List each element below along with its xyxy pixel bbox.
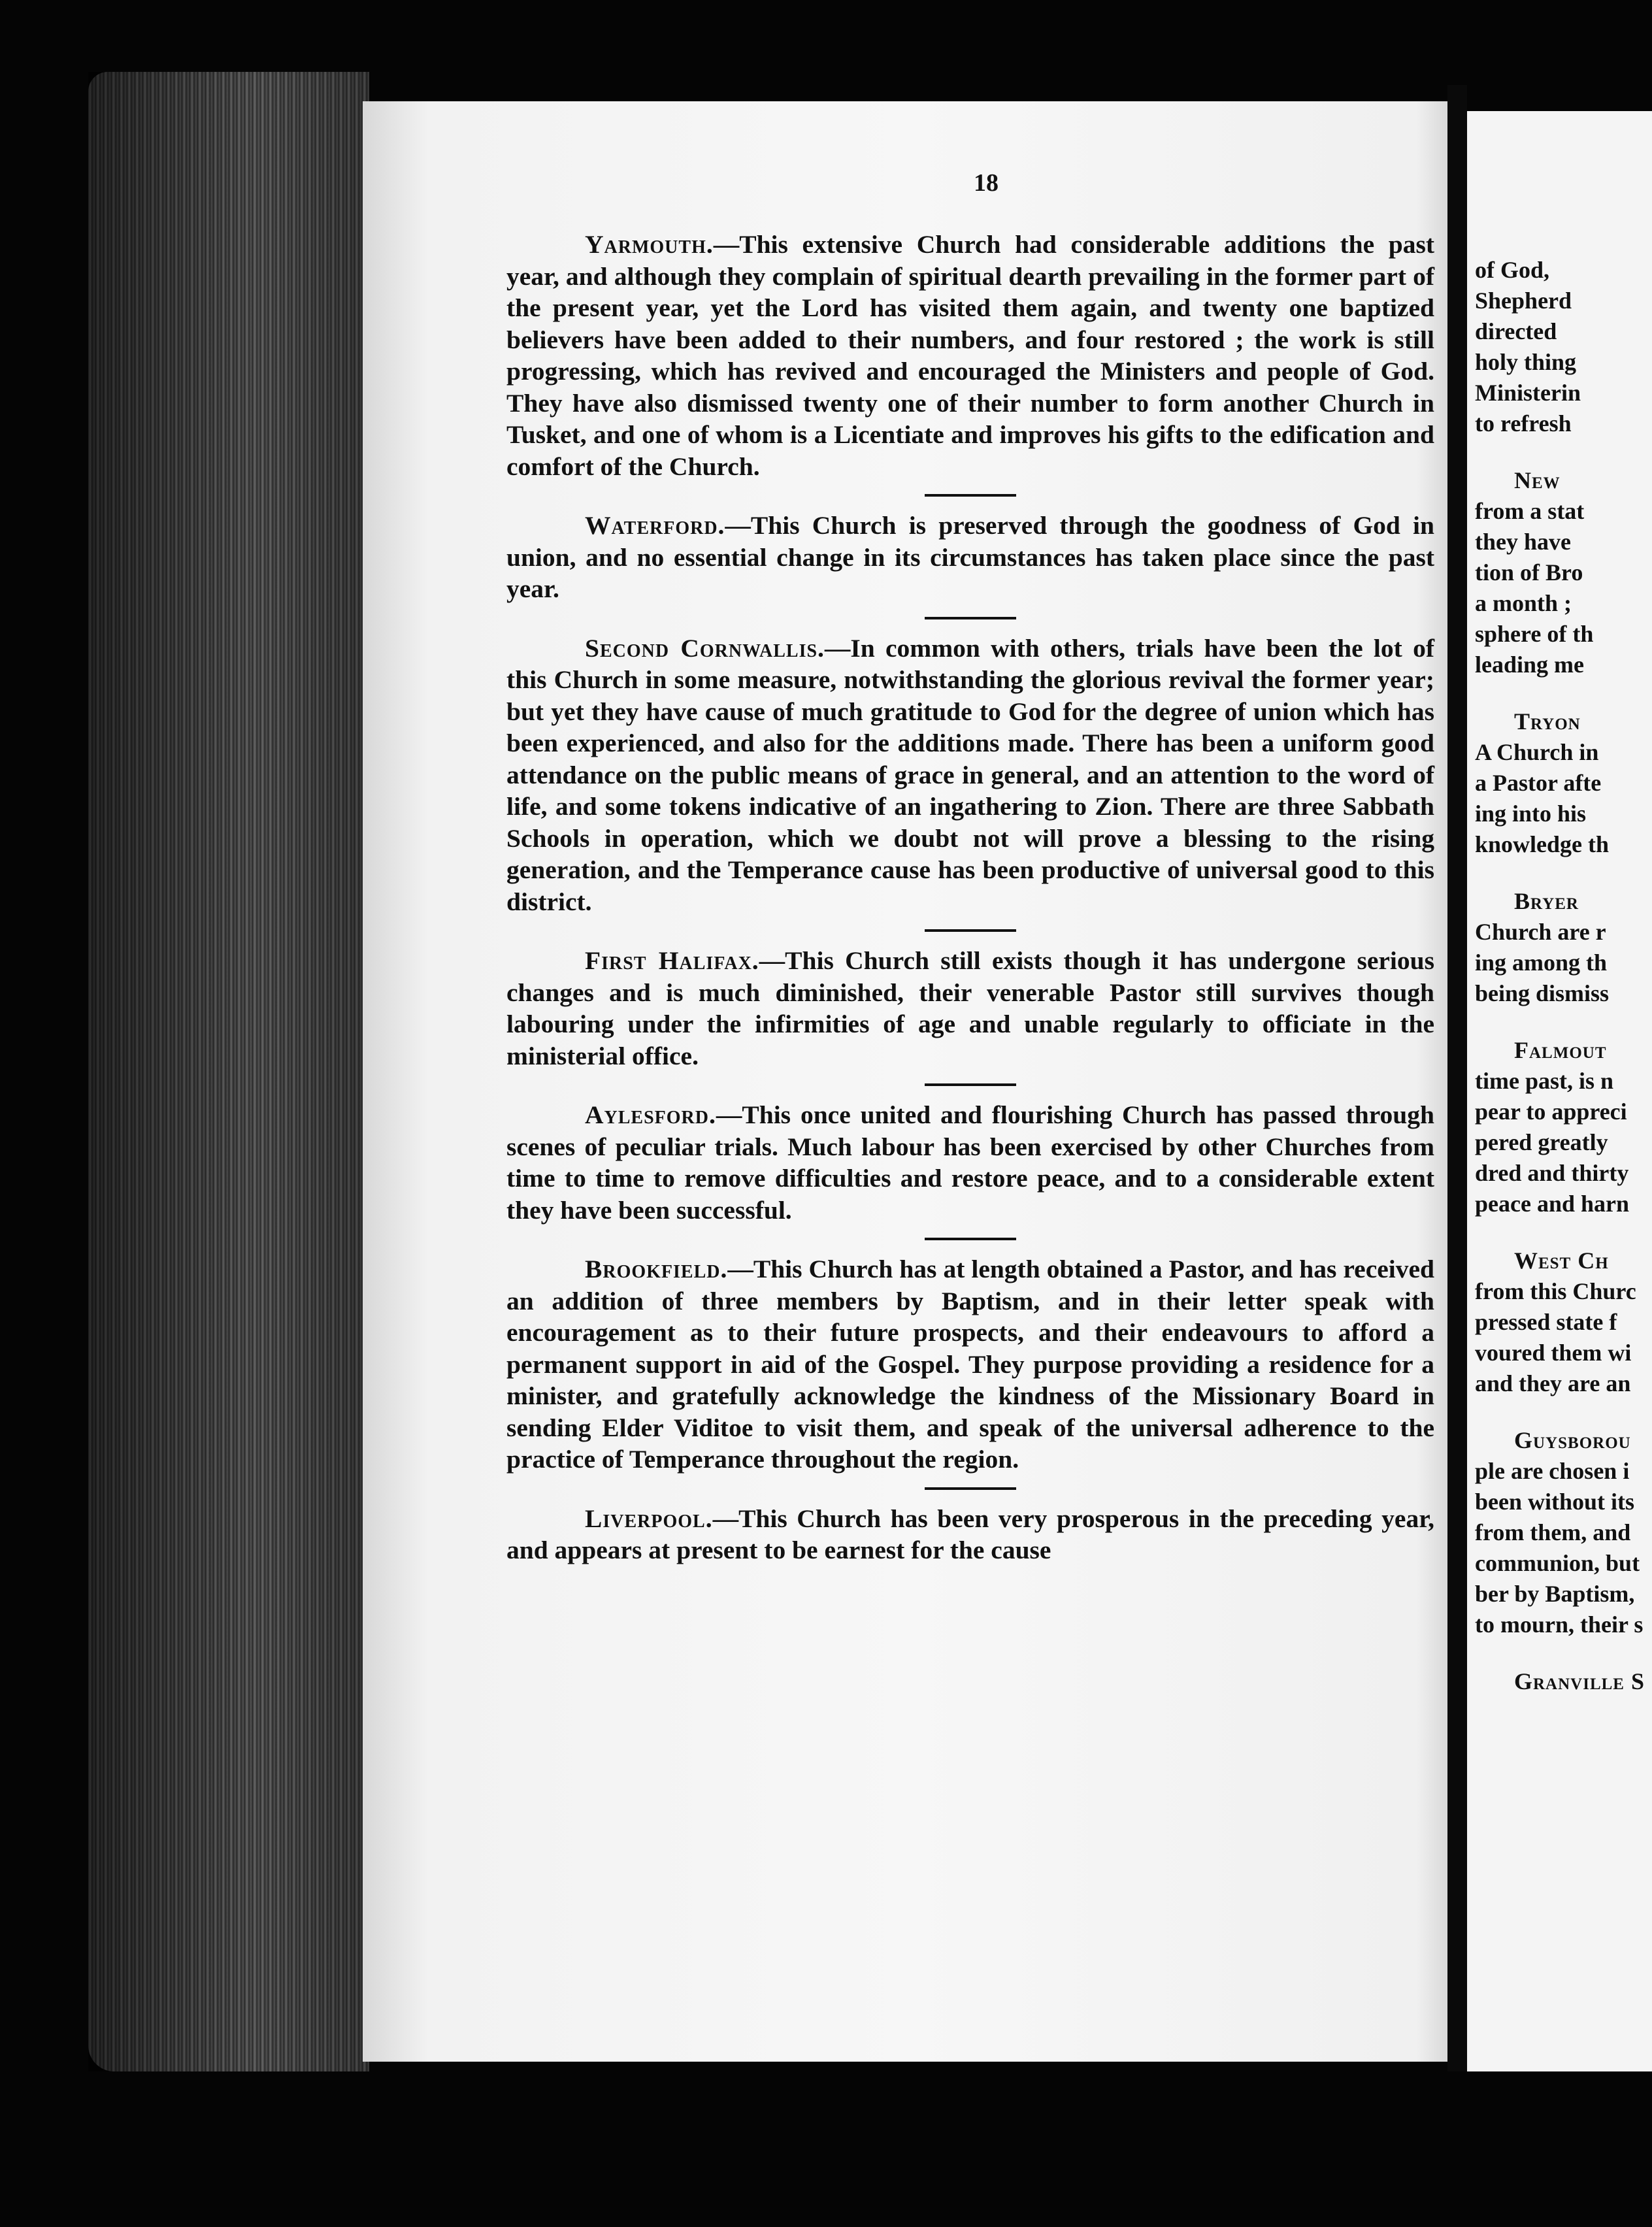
entry-heading: Brookfield. [585,1255,728,1283]
entry-first-halifax [506,945,1434,1072]
right-page-line: and they are an [1475,1370,1631,1396]
line-gap [1475,1640,1652,1666]
entry-brookfield [506,1253,1434,1476]
right-page-line: time past, is n [1475,1068,1614,1094]
entry-aylesford [506,1099,1434,1226]
right-page-line: pered greatly [1475,1129,1608,1155]
entry-heading: First Halifax. [585,946,759,975]
section-rule [925,494,1016,497]
entry-heading: Waterford. [585,511,725,540]
entry-yarmouth [506,229,1434,482]
right-page-line: directed [1475,318,1557,344]
entry-heading: Yarmouth. [585,230,714,259]
right-page-line: from a stat [1475,498,1585,524]
right-page-text [1475,255,1652,1697]
right-page-line: leading me [1475,652,1584,678]
right-page-line: Bryer [1514,888,1579,914]
entry-text: —This extensive Church had considerable additions the past year, and although they complain of spiritual dearth prevailing in the former part of the present year, yet the Lord has visited them again, and twenty one baptized believers have been added to their numbers, and four restored ; the work is still progressing, which has revived and encouraged the Ministers and people of God. They have also dismissed twenty one of their number to form another Church in Tusket, and one of whom is a Licentiate and improves his gifts to the edification and comfort of the Church. [506,230,1434,481]
entry-text: —In common with others, trials have been the lot of this Church in some measure, notwithstanding the glorious revival the former year; but yet they have cause of much gratitude to God for the degree of union which has been experienced, and also for the additions made. There has been a uniform good attendance on the public means of grace in general, and an attention to the word of life, and some tokens indicative of an ingathering to Zion. There are three Sabbath Schools in operation, which we doubt not will prove a blessing to the rising generation, and the Temperance cause has been productive of universal good to this district. [506,633,1434,916]
line-gap [1475,680,1652,706]
line-gap [1475,1399,1652,1425]
right-page-line: Ministerin [1475,380,1581,406]
right-page-sliver [1467,111,1652,2071]
section-rule [925,929,1016,932]
entry-text: —This Church is preserved through the goodness of God in union, and no essential change in its circumstances has taken place since the past year. [506,511,1434,603]
right-page-line: holy thing [1475,349,1577,375]
section-rule [925,1238,1016,1240]
right-page-line: ber by Baptism, [1475,1581,1635,1607]
entry-heading: Liverpool. [585,1504,713,1533]
right-page-line: a month ; [1475,590,1572,616]
right-page-line: they have [1475,529,1571,555]
right-page-line: Church are r [1475,919,1606,945]
right-page-line: ple are chosen i [1475,1458,1630,1484]
right-page-line: voured them wi [1475,1340,1632,1366]
section-rule [925,1083,1016,1086]
right-page-line: ing among th [1475,949,1608,976]
right-page-line: West Ch [1514,1247,1609,1274]
right-page-line: sphere of th [1475,621,1594,647]
right-page-line: Granville S [1514,1668,1645,1694]
right-page-line: from them, and [1475,1519,1631,1545]
section-rule [925,617,1016,619]
entry-text: —This Church has been very prosperous in the preceding year, and appears at present to be earnest for the cause [506,1504,1434,1564]
right-page-line: pear to appreci [1475,1098,1627,1125]
line-gap [1475,1219,1652,1245]
page-number: 18 [974,169,999,197]
right-page-line: Tryon [1514,708,1581,734]
right-page-line: dred and thirty [1475,1160,1629,1186]
page-stack-edge [88,72,369,2071]
right-page-line: pressed state f [1475,1309,1617,1335]
right-page-line: communion, but [1475,1550,1640,1576]
right-page-line: being dismiss [1475,980,1610,1006]
book-gutter [1447,85,1467,2071]
right-page-line: Shepherd [1475,288,1572,314]
right-page-line: of God, [1475,257,1550,283]
entry-second-cornwallis [506,633,1434,918]
right-page-line: to refresh [1475,410,1572,437]
right-page-line: Falmout [1514,1037,1607,1063]
line-gap [1475,860,1652,886]
right-page-line: ing into his [1475,800,1587,827]
entry-heading: Second Cornwallis. [585,633,825,663]
right-page-line: New [1514,467,1561,493]
line-gap [1475,1009,1652,1035]
right-page-line: tion of Bro [1475,559,1583,586]
line-gap [1475,439,1652,465]
right-page-line: Guysborou [1514,1427,1631,1453]
entry-text: —This Church has at length obtained a Pastor, and has received an addition of three members by Baptism, and in their letter speak with encouragement as to their future prospects, and their endeavours to afford a permanent support in aid of the Gospel. They purpose providing a residence for a minister, and gratefully acknowledge the kindness of the Missionary Board in sending Elder Viditoe to visit them, and speak of the universal adherence to the practice of Temperance throughout the region. [506,1255,1434,1474]
right-page-line: from this Churc [1475,1278,1636,1304]
page-body [506,229,1434,1566]
entry-waterford [506,510,1434,605]
right-page-line: peace and harn [1475,1191,1630,1217]
section-rule [925,1487,1016,1490]
right-page-line: knowledge th [1475,831,1610,857]
entry-liverpool [506,1503,1434,1566]
right-page-line: A Church in [1475,739,1599,765]
entry-text: —This once united and flourishing Church has passed through scenes of peculiar trials. Much labour has been exercised by other Churches from time to time to remove difficulties and restore peace, and to a considerable extent they have been successful. [506,1100,1434,1225]
right-page-line: to mourn, their s [1475,1611,1644,1638]
right-page-line: a Pastor afte [1475,770,1602,796]
entry-text: —This Church still exists though it has undergone serious changes and is much diminished, their venerable Pastor still survives though labouring under the infirmities of age and unable regularly to officiate in the ministerial office. [506,946,1434,1070]
right-page-line: been without its [1475,1489,1635,1515]
entry-heading: Aylesford. [585,1100,716,1129]
